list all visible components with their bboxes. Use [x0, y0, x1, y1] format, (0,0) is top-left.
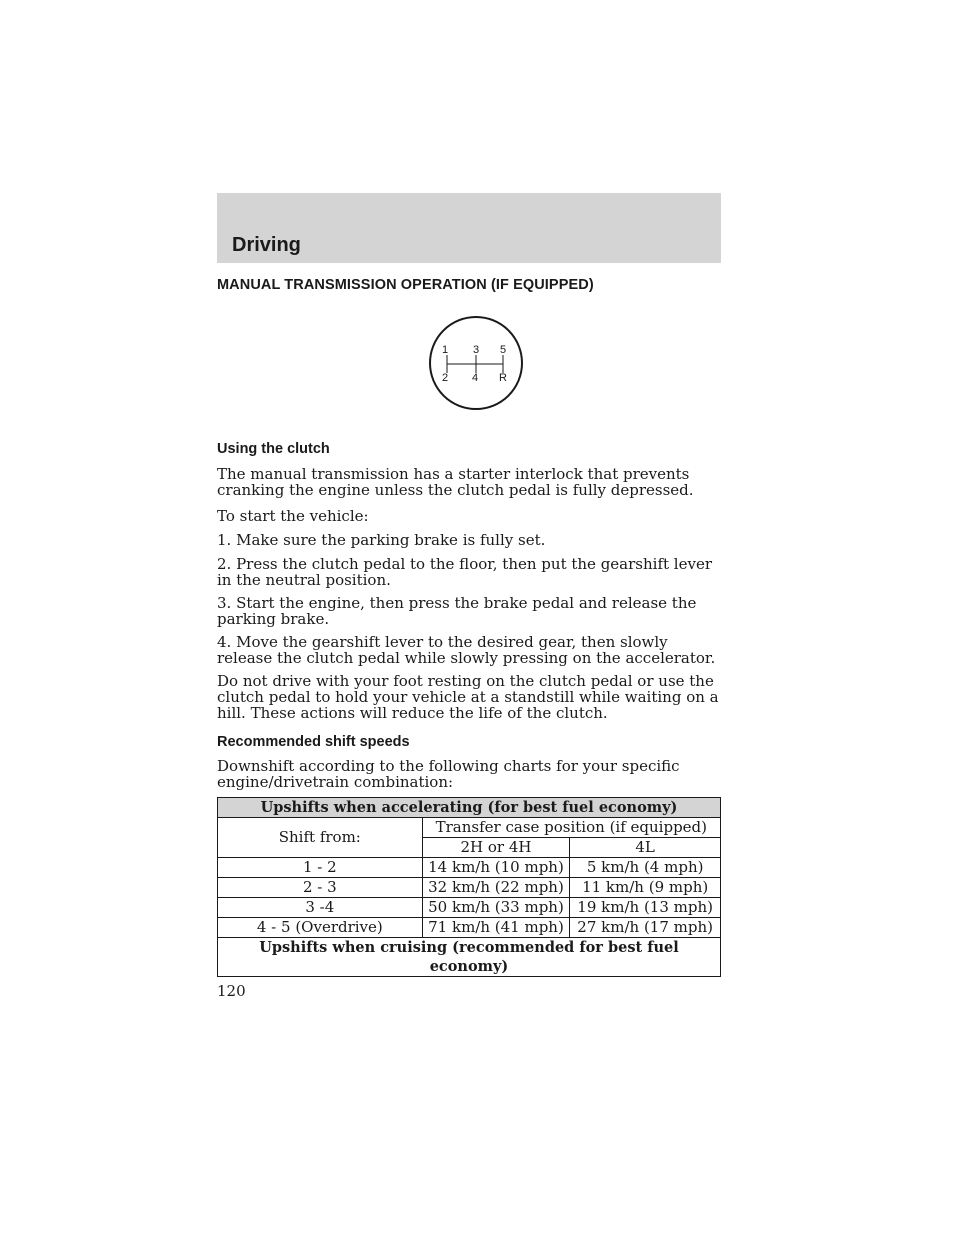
table-row [218, 898, 721, 918]
table-row [218, 878, 721, 898]
clutch-intro: The manual transmission has a starter interlock that prevents cranking the engine unless the clutch pedal is fully depressed. [217, 465, 694, 499]
main-heading: MANUAL TRANSMISSION OPERATION (IF EQUIPPED) [217, 277, 594, 293]
gear-label-2: 2 [441, 372, 449, 384]
page-number: 120 [217, 982, 246, 1000]
shift-cell: 1 - 2 [218, 858, 423, 878]
table-footer: Upshifts when cruising (recommended for best fuel economy) [218, 938, 721, 977]
speed-2h-4h-cell: 14 km/h (10 mph) [422, 858, 570, 878]
gear-label-3: 3 [472, 344, 480, 356]
shift-from-header: Shift from: [218, 818, 423, 858]
speed-4l-cell: 27 km/h (17 mph) [570, 918, 721, 938]
table-footer-row [218, 938, 721, 977]
speed-4l-cell: 19 km/h (13 mph) [570, 898, 721, 918]
clutch-step-4: 4. Move the gearshift lever to the desired gear, then slowly release the clutch pedal while slowly pressing on the accelerator. [217, 633, 716, 667]
shift-cell: 2 - 3 [218, 878, 423, 898]
table-row [218, 858, 721, 878]
shift-pattern-diagram [428, 314, 524, 412]
shift-speeds-intro: Downshift according to the following charts for your specific engine/drivetrain combination: [217, 757, 680, 791]
speed-2h-4h-cell: 32 km/h (22 mph) [422, 878, 570, 898]
clutch-step-3: 3. Start the engine, then press the brake pedal and release the parking brake. [217, 594, 697, 628]
shift-cell: 4 - 5 (Overdrive) [218, 918, 423, 938]
speed-2h-4h-cell: 71 km/h (41 mph) [422, 918, 570, 938]
table-title-row [218, 798, 721, 818]
table-row [218, 918, 721, 938]
gear-label-5: 5 [499, 344, 507, 356]
table-title: Upshifts when accelerating (for best fuel economy) [218, 798, 721, 818]
col-header-2h-4h: 2H or 4H [422, 838, 570, 858]
speed-4l-cell: 5 km/h (4 mph) [570, 858, 721, 878]
clutch-to-start: To start the vehicle: [217, 507, 369, 525]
clutch-warning: Do not drive with your foot resting on the clutch pedal or use the clutch pedal to hold your vehicle at a standstill while waiting on a hill. These actions will reduce the life of the clutch. [217, 672, 719, 722]
section-header [217, 193, 721, 263]
clutch-step-1: 1. Make sure the parking brake is fully set. [217, 531, 546, 549]
gear-label-1: 1 [441, 344, 449, 356]
section-title: Driving [232, 234, 301, 256]
gear-label-r: R [499, 372, 507, 384]
clutch-step-2: 2. Press the clutch pedal to the floor, then put the gearshift lever in the neutral position. [217, 555, 712, 589]
shift-speeds-table [217, 797, 721, 977]
shift-cell: 3 -4 [218, 898, 423, 918]
table-header-row [218, 818, 721, 838]
col-header-4l: 4L [570, 838, 721, 858]
clutch-heading: Using the clutch [217, 441, 330, 457]
transfer-case-header: Transfer case position (if equipped) [422, 818, 720, 838]
speed-2h-4h-cell: 50 km/h (33 mph) [422, 898, 570, 918]
gear-label-4: 4 [471, 372, 479, 384]
speed-4l-cell: 11 km/h (9 mph) [570, 878, 721, 898]
shift-speeds-heading: Recommended shift speeds [217, 734, 410, 750]
